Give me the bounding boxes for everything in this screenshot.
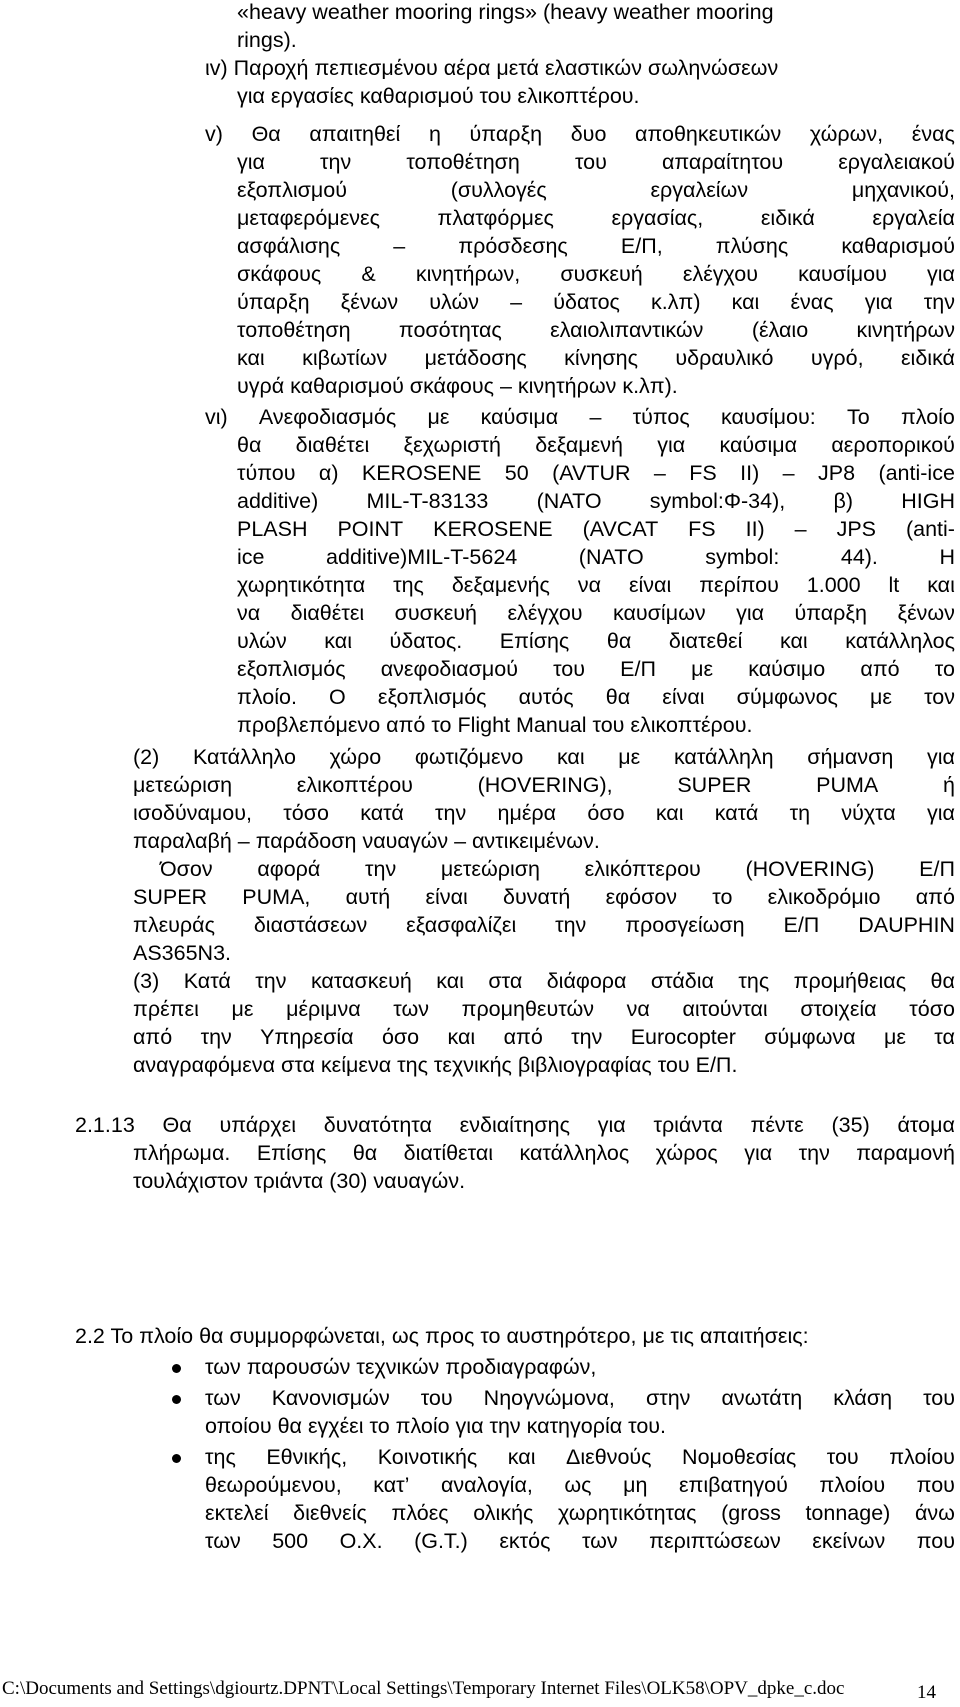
text-line: (2) Κατάλληλο χώρο φωτιζόμενο και με κατάλληλη σήμανση για: [133, 745, 955, 769]
text-line: ice additive)MIL-T-5624 (NATO symbol: 44). Η: [237, 545, 955, 569]
text-line: v) Θα απαιτηθεί η ύπαρξη δυο αποθηκευτικών χώρων, ένας: [205, 122, 955, 146]
text-line: οποίου θα εγχέει το πλοίο για την κατηγορία του.: [205, 1414, 667, 1438]
text-line: πλοίο. Ο εξοπλισμός αυτός θα είναι σύμφωνος με τον: [237, 685, 955, 709]
text-line: θεωρούμενου, κατ’ αναλογία, ως μη επιβατηγού πλοίου που: [205, 1473, 955, 1497]
bullet-icon: [172, 1395, 181, 1404]
text-line: από την Υπηρεσία όσο και από την Eurocopter σύμφωνα με τα: [133, 1025, 955, 1049]
text-line: υγρά καθαρισμού σκάφους – κινητήρων κ.λπ).: [237, 374, 678, 398]
footer-file-path: C:\Documents and Settings\dgiourtz.DPNT\Local Settings\Temporary Internet Files\OLK58\OPV_dpke_c.doc: [2, 1678, 845, 1699]
text-line: ασφάλισης – πρόσδεσης Ε/Π, πλύσης καθαρισμού: [237, 234, 955, 258]
text-line: μεταφερόμενες πλατφόρμες εργασίας, ειδικά εργαλεία: [237, 206, 955, 230]
text-line: additive) MIL-T-83133 (NATO symbol:Φ-34), β) HIGH: [237, 489, 955, 513]
text-line: PLASH POINT KEROSENE (AVCAT FS II) – JPS (anti-: [237, 517, 955, 541]
text-line: εκτελεί διεθνείς πλόες ολικής χωρητικότητας (gross tonnage) άνω: [205, 1501, 955, 1525]
text-line: και κιβωτίων μετάδοσης κίνησης υδραυλικό υγρό, ειδικά: [237, 346, 955, 370]
text-line: θα διαθέτει ξεχωριστή δεξαμενή για καύσιμα αεροπορικού: [237, 433, 955, 457]
text-line: πλήρωμα. Επίσης θα διατίθεται κατάλληλος χώρος για την παραμονή: [133, 1141, 955, 1165]
text-line: 2.2 Το πλοίο θα συμμορφώνεται, ως προς το αυστηρότερο, με τις απαιτήσεις:: [75, 1324, 809, 1348]
text-line: τύπου α) KEROSENE 50 (AVTUR – FS II) – JP8 (anti-ice: [237, 461, 955, 485]
text-line: 2.1.13 Θα υπάρχει δυνατότητα ενδιαίτησης για τριάντα πέντε (35) άτομα: [75, 1113, 955, 1137]
text-line: (3) Κατά την κατασκευή και στα διάφορα στάδια της προμήθειας θα: [133, 969, 955, 993]
text-line: των Κανονισμών του Νηογνώμονα, στην ανωτάτη κλάση του: [205, 1386, 955, 1410]
text-line: παραλαβή – παράδοση ναυαγών – αντικειμένων.: [133, 829, 600, 853]
text-line: για την τοποθέτηση του απαραίτητου εργαλειακού: [237, 150, 955, 174]
text-line: των παρουσών τεχνικών προδιαγραφών,: [205, 1355, 597, 1379]
text-line: αναγραφόμενα στα κείμενα της τεχνικής βιβλιογραφίας του Ε/Π.: [133, 1053, 738, 1077]
text-line: υλών και ύδατος. Επίσης θα διατεθεί και κατάλληλος: [237, 629, 955, 653]
text-line: για εργασίες καθαρισμού του ελικοπτέρου.: [237, 84, 640, 108]
text-line: «heavy weather mooring rings» (heavy weather mooring: [237, 0, 774, 24]
text-line: AS365N3.: [133, 941, 232, 965]
text-line: πρέπει με μέριμνα των προμηθευτών να αιτούνται στοιχεία τόσο: [133, 997, 955, 1021]
text-line: της Εθνικής, Κοινοτικής και Διεθνούς Νομοθεσίας του πλοίου: [205, 1445, 955, 1469]
text-line: τοποθέτηση ποσότητας ελαιολιπαντικών (έλαιο κινητήρων: [237, 318, 955, 342]
page-number: 14: [917, 1682, 936, 1703]
text-line: μετεώριση ελικοπτέρου (HOVERING), SUPER PUMA ή: [133, 773, 955, 797]
text-line: εξοπλισμού (συλλογές εργαλείων μηχανικού,: [237, 178, 955, 202]
text-line: να διαθέτει συσκευή ελέγχου καυσίμων για ύπαρξη ξένων: [237, 601, 955, 625]
text-line: προβλεπόμενο από το Flight Manual του ελικοπτέρου.: [237, 713, 753, 737]
text-line: rings).: [237, 28, 297, 52]
text-line: SUPER PUMA, αυτή είναι δυνατή εφόσον το ελικοδρόμιο από: [133, 885, 955, 909]
text-line: χωρητικότητα της δεξαμενής να είναι περίπου 1.000 lt και: [237, 573, 955, 597]
text-line: των 500 Ο.Χ. (G.T.) εκτός των περιπτώσεων εκείνων που: [205, 1529, 955, 1553]
text-line: πλευράς διαστάσεων εξασφαλίζει την προσγείωση Ε/Π DAUPHIN: [133, 913, 955, 937]
text-line: τουλάχιστον τριάντα (30) ναυαγών.: [133, 1169, 466, 1193]
bullet-icon: [172, 1364, 181, 1373]
text-line: εξοπλισμός ανεφοδιασμού του Ε/Π με καύσιμο από το: [237, 657, 955, 681]
bullet-icon: [172, 1454, 181, 1463]
text-line: vι) Ανεφοδιασμός με καύσιμα – τύπος καυσίμου: Το πλοίο: [205, 405, 955, 429]
text-line: ισοδύναμου, τόσο κατά την ημέρα όσο και κατά τη νύχτα για: [133, 801, 955, 825]
text-line: ιv) Παροχή πεπιεσμένου αέρα μετά ελαστικών σωληνώσεων: [205, 56, 779, 80]
text-line: Όσον αφορά την μετεώριση ελικόπτερου (HOVERING) Ε/Π: [160, 857, 955, 881]
text-line: σκάφους & κινητήρων, συσκευή ελέγχου καυσίμου για: [237, 262, 955, 286]
text-line: ύπαρξη ξένων υλών – ύδατος κ.λπ) και ένας για την: [237, 290, 955, 314]
